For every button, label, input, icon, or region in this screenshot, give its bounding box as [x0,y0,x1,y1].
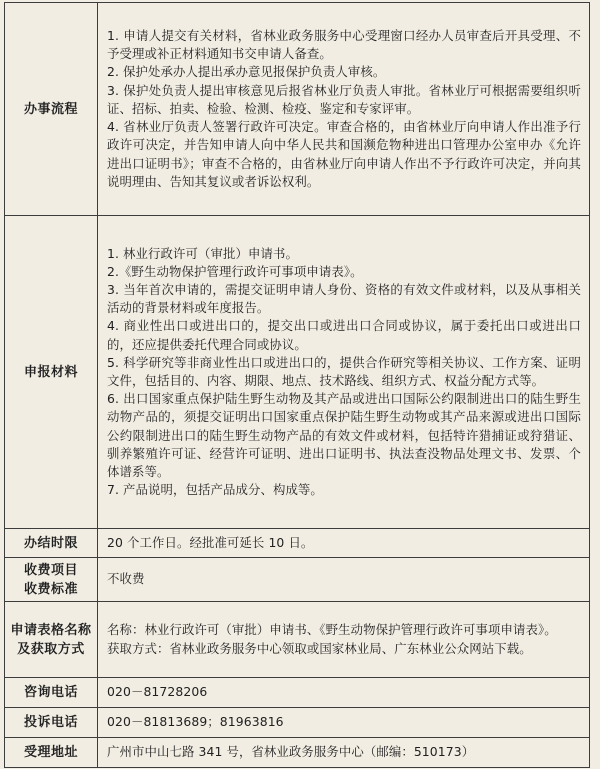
inquiry-phone-label: 咨询电话 [5,678,98,708]
time-limit-label: 办结时限 [5,529,98,558]
fees-label-line1: 收费项目 [23,562,78,578]
inquiry-phone-value [98,678,590,708]
time-limit-text: 20 个工作日。经批准可延长 10 日。 [107,534,314,550]
process-row [5,3,590,216]
material-item-3: 3. 当年首次申请的，需提交证明申请人身份、资格的有效文件或材料，以及从事相关活动的背景材料或年度报告。 [107,281,581,316]
complaint-phone-row [5,708,590,738]
complaint-phone-value [98,708,590,738]
material-item-7: 7. 产品说明，包括产品成分、构成等。 [107,482,323,498]
material-item-2: 2.《野生动物保护管理行政许可事项申请表》。 [107,263,363,279]
fees-text: 不收费 [107,571,145,587]
forms-label [5,602,98,678]
material-item-1: 1. 林业行政许可（审批）申请书。 [107,245,298,261]
inquiry-phone-row [5,678,590,708]
forms-obtain-line: 获取方式：省林业政务服务中心领取或国家林业局、广东林业公众网站下载。 [107,640,532,656]
forms-name-line: 名称：林业行政许可（审批）申请书、《野生动物保护管理行政许可事项申请表》。 [107,622,557,638]
fees-value [98,558,590,602]
material-item-4: 4. 商业性出口或进出口的，提交出口或进出口合同或协议，属于委托出口或进出口的，还应提供委托代理合同或协议。 [107,318,581,352]
fees-label-line2: 收费标准 [23,581,78,597]
forms-content [98,602,590,678]
material-item-6: 6. 出口国家重点保护陆生野生动物及其产品或进出口国际公约限制进出口的陆生野生动物产品的，须提交证明出口国家重点保护陆生野生动物或其产品来源或进出口国际公约限制进出口的陆生野生动物产品的有效文件或材料，包括特许猎捕证或狩猎证、驯养繁殖许可证、经营许可证明、进出口证明书、执法查没物品处理文书、发票、个体谱系等。 [107,391,581,480]
forms-row [5,602,590,678]
forms-label-line2: 及获取方式 [17,641,85,657]
materials-row [5,216,590,529]
process-content [98,3,590,216]
address-row [5,738,590,768]
time-limit-value [98,529,590,558]
materials-label: 申报材料 [5,216,98,529]
inquiry-phone-text: 020－81728206 [107,684,208,700]
time-limit-row [5,529,590,558]
materials-content [98,216,590,529]
service-guide-table [4,2,590,768]
process-step-1: 1. 申请人提交有关材料，省林业政务服务中心受理窗口经办人员审查后开具受理、不予受理或补正材料通知书交申请人备查。 [107,28,581,62]
fees-row [5,558,590,602]
complaint-phone-text: 020－81813689；81963816 [107,714,284,730]
process-step-3: 3. 保护处负责人提出审核意见后报省林业厅负责人审批。省林业厅可根据需要组织听证、招标、拍卖、检验、检测、检疫、鉴定和专家评审。 [107,82,581,116]
process-label: 办事流程 [5,3,98,216]
address-label: 受理地址 [5,738,98,768]
forms-label-line1: 申请表格名称 [10,622,92,638]
address-value [98,738,590,768]
complaint-phone-label: 投诉电话 [5,708,98,738]
process-step-2: 2. 保护处承办人提出承办意见报保护负责人审核。 [107,64,386,80]
material-item-5: 5. 科学研究等非商业性出口或进出口的，提供合作研究等相关协议、工作方案、证明文件，包括目的、内容、期限、地点、技术路线、组织方式、权益分配方式等。 [107,354,581,388]
fees-label [5,558,98,602]
address-text: 广州市中山七路 341 号，省林业政务服务中心（邮编：510173） [107,744,475,760]
process-step-4: 4. 省林业厅负责人签署行政许可决定。审查合格的，由省林业厅向申请人作出准予行政许可决定，并告知申请人向中华人民共和国濒危物种进出口管理办公室申办《允许进出口证明书》；审查不合格的，由省林业厅向申请人作出不予行政许可决定，并向其说明理由、告知其复议或者诉讼权利。 [107,119,581,189]
